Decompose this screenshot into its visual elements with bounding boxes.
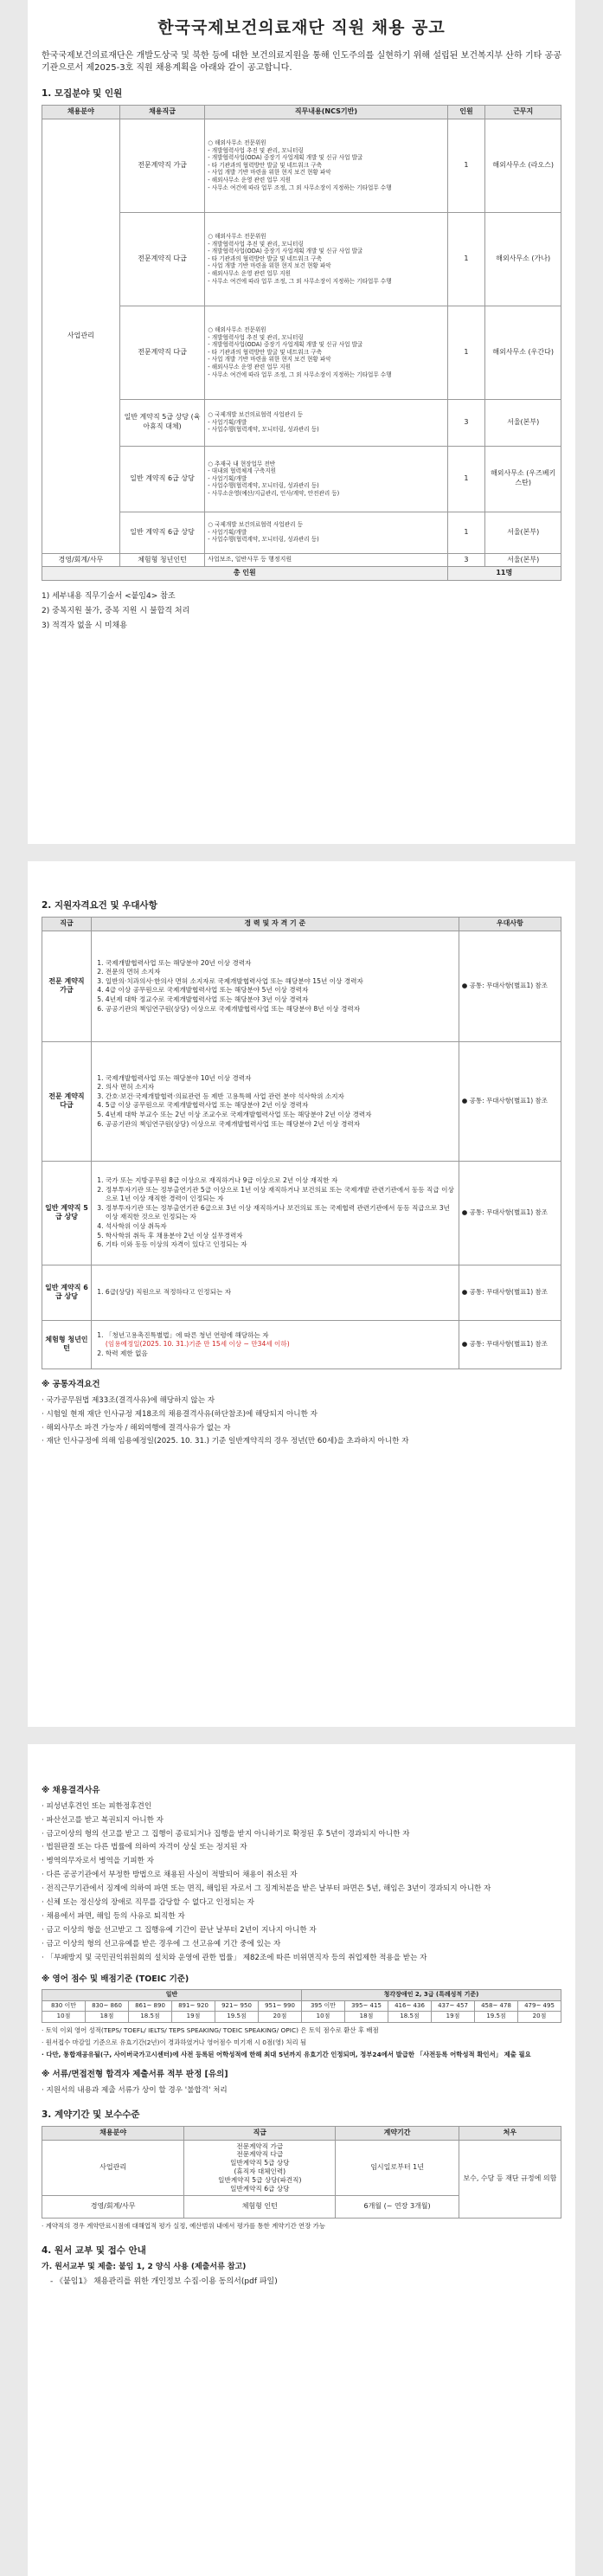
list-item: 4. 5급 이상 공무원으로 국제개발협력사업 또는 해당분야 2년 이상 경력자	[106, 1101, 456, 1111]
field-cell: 경영/회계/사무	[42, 2195, 184, 2218]
toeic-range-cell: 861~ 890	[129, 2000, 172, 2011]
conditions-table	[42, 2126, 561, 2219]
list-item: - 사업 개발 기반 마련을 위한 현지 보건 현황 파악	[208, 169, 331, 177]
qualification-table	[42, 917, 561, 1369]
grade-cell: 일반 계약직 6급 상당	[42, 1265, 92, 1320]
count-cell: 1	[447, 119, 485, 212]
toeic-range-cell: 479~ 495	[518, 2000, 561, 2011]
recruitment-table	[42, 105, 561, 581]
grade-cell	[184, 2140, 336, 2195]
toeic-range-cell: 951~ 990	[259, 2000, 302, 2011]
cond-note: · 계약직의 경우 계약만료시점에 대해업적 평가 실정, 예산범위 내에서 평가를 통한 계약기간 연장 가능	[42, 2221, 561, 2231]
toeic-range-cell: 416~ 436	[388, 2000, 432, 2011]
list-item: 1. 국가 또는 지방공무원 8급 이상으로 재직하거나 9급 이상으로 2년 이상 재직한 자	[106, 1176, 456, 1186]
table-row	[42, 1161, 561, 1265]
th-place: 근무지	[485, 105, 561, 119]
duties-cell	[205, 212, 447, 306]
table-row	[42, 1041, 561, 1161]
note: 2) 중복지원 불가, 중복 지원 시 불합격 처리	[42, 607, 190, 616]
list-item: 3. 간호·보건·국제개발협력·의료관련 등 제반 고용특혜 사업 관련 분야 석사학위 소지자	[106, 1092, 456, 1102]
list-item: 6. 기타 이와 동등 이상의 자격이 있다고 인정되는 자	[106, 1240, 456, 1250]
pref-cell: ● 공통: 무대사항(별표1) 참조	[459, 1320, 561, 1368]
toeic-point-cell: 19점	[432, 2012, 475, 2022]
list-item: ○ 국제개발 보건의료협력 사업관리 등	[208, 411, 303, 419]
duties-cell	[205, 399, 447, 446]
list-item: - 사업기획/개발	[208, 418, 247, 426]
list-item: - 개발협력사업 추진 및 관리, 모니터링	[208, 146, 304, 154]
field-cell: 경영/회계/사무	[42, 553, 120, 567]
total-label: 총 인원	[42, 567, 448, 581]
list-item: - 사업 개발 기반 마련을 위한 현지 보건 현황 파악	[208, 356, 331, 364]
list-item: 6. 공공기관의 책임연구원(상당) 이상으로 국제개발협력사업 또는 해당분야 2년 이상 경력자	[106, 1120, 456, 1130]
list-item: - 사업기획/개발	[208, 474, 247, 482]
count-cell: 3	[447, 399, 485, 446]
toeic-point-cell: 19.5점	[475, 2012, 518, 2022]
count-cell: 1	[447, 512, 485, 553]
list-item: · 다른 공공기관에서 부정한 방법으로 채용된 사실이 적발되어 채용이 취소된 자	[42, 1870, 561, 1881]
grade-cell: 전문 계약직 가급	[42, 931, 92, 1041]
count-cell: 1	[447, 446, 485, 512]
grade-cell: 일반 계약직 6급 상당	[119, 512, 205, 553]
list-item: ○ 해외사무소 전문위원	[208, 326, 266, 334]
toeic-point-cell: 10점	[42, 2012, 86, 2022]
list-item: 3. 정부투자기관 또는 정부출연기관 6급으로 3년 이상 재직하거나 보건의료 또는 국제협력 관련기관에서 동등 직급으로 3년 이상 재직한 것으로 인정되는 자	[106, 1204, 456, 1222]
th-field: 채용분야	[42, 2126, 184, 2140]
list-item: 1. 6급(상당) 직원으로 적정하다고 인정되는 자	[106, 1288, 456, 1298]
list-item: - 사무소 여건에 따라 업무 조정, 그 외 사무소장이 지정하는 기타업무 수행	[208, 184, 392, 191]
docs-note: · 지원서의 내용과 제출 서류가 상이 할 경우 '불합격' 처리	[42, 2085, 561, 2096]
th-grade: 직급	[42, 918, 92, 931]
duties-cell	[205, 446, 447, 512]
table-row	[42, 399, 561, 446]
list-item: · 「부패방지 및 국민권익위원회의 설치와 운영에 관한 법률」 제82조에 따른 비위면직자 등의 취업제한 적용을 받는 자	[42, 1953, 561, 1964]
list-item: - 사업 개발 기반 마련을 위한 현지 보건 현황 파악	[208, 262, 331, 270]
grade-cell: 일반 계약직 5급 상당	[42, 1161, 92, 1265]
list-item: - 개발협력사업(ODA) 중장기 사업계획 개발 및 신규 사업 발굴	[208, 248, 363, 255]
total-value: 11명	[447, 567, 561, 581]
list-item: · 국가공무원법 제33조(결격사유)에 해당하지 않는 자	[42, 1395, 561, 1407]
period-cell: 임시일로부터 1년	[336, 2140, 459, 2195]
toeic-notes	[42, 2025, 561, 2059]
intro-paragraph: 한국국제보건의료재단은 개발도상국 및 북한 등에 대한 보건의료지원을 통해 인도주의를 실현하기 위해 설립된 보건복지부 산하 기타 공공기관으로서 제2025-3호 직원 채용계획을 아래와 같이 공고합니다.	[42, 50, 561, 74]
list-item: 2. 의사 면허 소지자	[106, 1083, 456, 1092]
criteria-cell	[91, 931, 459, 1041]
list-item: 전문계약직 가급	[236, 2141, 284, 2150]
list-item: - 해외사무소 운영 관련 업무 지원	[208, 363, 291, 370]
toeic-table	[42, 1989, 561, 2022]
list-item: · 재단 인사규정에 의해 임용예정일(2025. 10. 31.) 기준 일반계약직의 경우 정년(만 60세)을 초과하지 아니한 자	[42, 1436, 561, 1447]
list-item: - 개발협력사업(ODA) 중장기 사업계획 개발 및 신규 사업 발굴	[208, 154, 363, 162]
duties-cell	[205, 512, 447, 553]
list-item: 5. 학사학위 취득 후 채용분야 2년 이상 실무경력자	[106, 1232, 456, 1241]
toeic-range-cell: 458~ 478	[475, 2000, 518, 2011]
th-count: 인원	[447, 105, 485, 119]
list-item: - 개발협력사업 추진 및 관리, 모니터링	[208, 333, 304, 341]
table-row	[42, 212, 561, 306]
section-3-heading: 3. 계약기간 및 보수수준	[42, 2109, 140, 2120]
toeic-general-header: 일반	[42, 1990, 302, 2000]
list-item: · 법원판결 또는 다른 법률에 의하여 자격이 상실 또는 정지된 자	[42, 1842, 561, 1853]
place-cell: 서울(본부)	[485, 553, 561, 567]
list-item: · 채용에서 파면, 해임 등의 사유로 퇴직한 자	[42, 1911, 561, 1922]
list-item: · 전직근무기관에서 징계에 의하여 파면 또는 면직, 해임된 자로서 그 징계처분을 받은 날부터 파면은 5년, 해임은 3년이 경과되지 아니한 자	[42, 1884, 561, 1895]
grade-cell: 일반 계약직 6급 상당	[119, 446, 205, 512]
list-item: - 타 기관과의 협력방안 발굴 및 네트워크 구축	[208, 348, 322, 356]
th-grade: 채용직급	[119, 105, 205, 119]
disq-list	[42, 1801, 561, 1964]
toeic-point-cell: 18점	[345, 2012, 388, 2022]
toeic-point-cell: 19.5점	[215, 2012, 259, 2022]
toeic-range-cell: 830 이만	[42, 2000, 86, 2011]
list-item: - 사업수행(협력계약, 모니터링, 성과관리 등)	[208, 482, 319, 490]
list-item: 4. 4급 이상 공무원으로 국제개발협력사업 또는 해당분야 5년 이상 경력자	[106, 986, 456, 995]
toeic-range-cell: 395~ 415	[345, 2000, 388, 2011]
table-row	[42, 512, 561, 553]
list-item: - 대내외 협력체계 구축지원	[208, 467, 277, 475]
toeic-range-cell: 830~ 860	[86, 2000, 129, 2011]
criteria-cell	[91, 1041, 459, 1161]
list-item: 5. 4년제 대학 부교수 또는 2년 이상 조교수로 국제개발협력사업 또는 해당분야 2년 이상 경력자	[106, 1111, 456, 1120]
common-list	[42, 1395, 561, 1448]
criteria-item: 2. 학력 제한 없음	[106, 1349, 456, 1359]
common-heading: ※ 공통자격요건	[42, 1379, 100, 1389]
place-cell: 서울(본부)	[485, 512, 561, 553]
toeic-range-cell: 921~ 950	[215, 2000, 259, 2011]
place-cell: 해외사무소 (가나)	[485, 212, 561, 306]
list-item: 전문계약직 다급	[236, 2150, 284, 2159]
criteria-cell	[91, 1161, 459, 1265]
toeic-point-cell: 18.5점	[129, 2012, 172, 2022]
list-item: 2. 정부투자기관 또는 정부출연기관 5급 이상으로 1년 이상 재직하거나 보건의료 또는 국제개발 관련기관에서 동등 직급 이상으로 1년 이상 재직한 경력이 인정되는 자	[106, 1186, 456, 1204]
list-item: ○ 추재국 내 현장업무 전반	[208, 460, 276, 467]
count-cell: 3	[447, 553, 485, 567]
list-item: - 사무소 여건에 따라 업무 조정, 그 외 사무소장이 지정하는 기타업무 수행	[208, 277, 392, 285]
list-item: · 해외사무소 파견 가능자 / 해외여행에 결격사유가 없는 자	[42, 1423, 561, 1434]
page-1	[28, 0, 575, 844]
field-cell: 사업관리	[42, 2140, 184, 2195]
toeic-special-header: 청각장애인 2, 3급 (특례성적 기준)	[302, 1990, 561, 2000]
table-row	[42, 1265, 561, 1320]
count-cell: 1	[447, 212, 485, 306]
duties-cell	[205, 119, 447, 212]
page-3	[28, 1744, 575, 2576]
toeic-heading: ※ 영어 점수 및 배점기준 (TOEIC 기준)	[42, 1974, 189, 1984]
place-cell: 서울(본부)	[485, 399, 561, 446]
toeic-note: · 원서접수 마감일 기준으로 유효기간(2년)이 경과하였거나 영어점수 미기재 시 0점(영) 처리 됨	[42, 2038, 561, 2047]
field-cell: 사업관리	[42, 119, 120, 553]
place-cell: 해외사무소 (우간다)	[485, 306, 561, 399]
list-item: 3. 일반의·치과의사·한의사 면허 소지자로 국제개발협력사업 또는 해당분야 15년 이상 경력자	[106, 977, 456, 987]
grade-cell: 체험형 인턴	[184, 2195, 336, 2218]
pref-cell: ● 공통: 무대사항(별표1) 참조	[459, 1265, 561, 1320]
list-item: ○ 해외사무소 전문위원	[208, 233, 266, 241]
note: 1) 세부내용 직무기술서 <붙임4> 참조	[42, 592, 176, 602]
list-item: - 사무소운영(예산/지급관리, 인사/계약, 안전관리 등)	[208, 489, 340, 497]
list-item: 1. 국제개발협력사업 또는 해당분야 10년 이상 경력자	[106, 1074, 456, 1084]
apply-item: - 《붙임1》 채용관리를 위한 개인정보 수집·이용 동의서(pdf 파일)	[50, 2277, 278, 2287]
list-item: · 금고 이상의 형의 선고유예를 받은 경우에 그 선고유예 기간 중에 있는 자	[42, 1939, 561, 1950]
page-title: 한국국제보건의료재단 직원 채용 공고	[157, 18, 446, 37]
section-1-heading: 1. 모집분야 및 인원	[42, 87, 123, 99]
table-row	[42, 931, 561, 1041]
pref-cell: ● 공통: 무대사항(별표1) 참조	[459, 1161, 561, 1265]
place-cell: 해외사무소 (라오스)	[485, 119, 561, 212]
grade-cell: 전문 계약직 다급	[42, 1041, 92, 1161]
pay-cell: 보수, 수당 등 재단 규정에 의함	[459, 2140, 561, 2218]
toeic-range-cell: 891~ 920	[172, 2000, 215, 2011]
disq-heading: ※ 채용결격사유	[42, 1786, 100, 1795]
th-period: 계약기간	[336, 2126, 459, 2140]
list-item: · 피성년후견인 또는 피한정후견인	[42, 1801, 561, 1813]
duties-cell	[205, 306, 447, 399]
grade-cell: 전문계약직 다급	[119, 212, 205, 306]
list-item: - 개발협력사업 추진 및 관리, 모니터링	[208, 240, 304, 248]
grade-cell: 전문계약직 다급	[119, 306, 205, 399]
criteria-cell	[91, 1265, 459, 1320]
th-pref: 우대사항	[459, 918, 561, 931]
list-item: - 사무소 여건에 따라 업무 조정, 그 외 사무소장이 지정하는 기타업무 수행	[208, 370, 392, 378]
list-item: 4. 석사학위 이상 취득자	[106, 1222, 456, 1232]
list-item: 일반계약직 5급 상당(파견직)	[218, 2176, 302, 2185]
list-item: - 사업수행(협력계약, 모니터링, 성과관리 등)	[208, 426, 319, 434]
docs-heading: ※ 서류/면접전형 합격자 제출서류 적부 판정 [유의]	[42, 2069, 228, 2079]
intern-age-note: (임용예정일(2025. 10. 31.)기준 만 15세 이상 ~ 만34세 이하)	[105, 1340, 290, 1349]
list-item: - 타 기관과의 협력방안 발굴 및 네트워크 구축	[208, 254, 322, 262]
toeic-note: · 토익 이외 영어 성적(TEPS/ TOEFL/ IELTS/ TEPS SPEAKING/ TOEIC SPEAKING/ OPIC) 은 토익 점수로 환산 후 배점	[42, 2025, 561, 2035]
list-item: 일반계약직 6급 상당	[230, 2184, 290, 2193]
list-item: · 신체 또는 정신상의 장애로 직무를 감당할 수 없다고 인정되는 자	[42, 1897, 561, 1909]
table-row	[42, 119, 561, 212]
apply-sub: 가. 원서교부 및 제출: 붙임 1, 2 양식 사용 (제출서류 참고)	[42, 2263, 247, 2272]
criteria-cell	[91, 1320, 459, 1368]
section-4-heading: 4. 원서 교부 및 접수 안내	[42, 2244, 146, 2256]
list-item: - 해외사무소 운영 관련 업무 지원	[208, 176, 291, 184]
table-row	[42, 446, 561, 512]
grade-cell: 체험형 청년인턴	[119, 553, 205, 567]
toeic-point-cell: 19점	[172, 2012, 215, 2022]
list-item: - 사업기획/개발	[208, 528, 247, 536]
total-row	[42, 567, 561, 581]
toeic-point-cell: 18점	[86, 2012, 129, 2022]
grade-cell: 일반 계약직 5급 상당 (육아휴직 대체)	[119, 399, 205, 446]
list-item: (휴직자 대체인력)	[234, 2167, 286, 2176]
list-item: 일반계약직 5급 상당	[230, 2159, 290, 2167]
pref-cell: ● 공통: 무대사항(별표1) 참조	[459, 931, 561, 1041]
th-criteria: 경 력 및 자 격 기 준	[91, 918, 459, 931]
list-item: · 병역의무자로서 병역을 기피한 자	[42, 1856, 561, 1867]
list-item: - 해외사무소 운영 관련 업무 지원	[208, 269, 291, 277]
list-item: · 금고이상의 형의 선고를 받고 그 집행이 종료되거나 집행을 받지 아니하기로 확정된 후 5년이 경과되지 아니한 자	[42, 1829, 561, 1840]
list-item: ○ 해외사무소 전문위원	[208, 139, 266, 147]
pref-cell: ● 공통: 무대사항(별표1) 참조	[459, 1041, 561, 1161]
duties-cell: 사업보조, 일반사무 등 행정지원	[205, 553, 447, 567]
list-item: · 시험일 현재 재단 인사규정 제18조의 채용결격사유(하단참조)에 해당되지 아니한 자	[42, 1409, 561, 1420]
criteria-item: 1. 「청년고용촉진특별법」에 따른 청년 연령에 해당하는 자 (임용예정일(2025. 10. 31.)기준 만 15세 이상 ~ 만34세 이하)	[106, 1331, 456, 1349]
toeic-point-cell: 10점	[302, 2012, 345, 2022]
page-2	[28, 861, 575, 1727]
table-row	[42, 306, 561, 399]
toeic-point-cell: 18.5점	[388, 2012, 432, 2022]
list-item: 5. 4년제 대학 정교수로 국제개발협력사업 또는 해당분야 3년 이상 경력자	[106, 995, 456, 1005]
th-grade: 직급	[184, 2126, 336, 2140]
list-item: - 사업수행(협력계약, 모니터링, 성과관리 등)	[208, 536, 319, 544]
toeic-range-cell: 437~ 457	[432, 2000, 475, 2011]
grade-cell: 체험형 청년인턴	[42, 1320, 92, 1368]
place-cell: 해외사무소 (우즈베키스탄)	[485, 446, 561, 512]
table-row	[42, 553, 561, 567]
list-item: · 파산선고를 받고 복권되지 아니한 자	[42, 1815, 561, 1826]
list-item: - 개발협력사업(ODA) 중장기 사업계획 개발 및 신규 사업 발굴	[208, 341, 363, 349]
note: 3) 적격자 없을 시 미채용	[42, 621, 127, 631]
toeic-point-cell: 20점	[259, 2012, 302, 2022]
section-2-heading: 2. 지원자격요건 및 우대사항	[42, 900, 157, 911]
toeic-point-cell: 20점	[518, 2012, 561, 2022]
table-row	[42, 1320, 561, 1368]
list-item: - 타 기관과의 협력방안 발굴 및 네트워크 구축	[208, 161, 322, 169]
list-item: · 금고 이상의 형을 선고받고 그 집행유예 기간이 끝난 날부터 2년이 지나지 아니한 자	[42, 1925, 561, 1936]
toeic-note: · 다만, 통합재공유될(구, 사이버국가고시센터)에 사전 등록된 어학성적에 한해 최대 5년까지 유효기간 인정되며, 정부24에서 발급한 「사전등록 어학성적 확인서」 제출 필요	[42, 2050, 561, 2059]
count-cell: 1	[447, 306, 485, 399]
grade-cell: 전문계약직 가급	[119, 119, 205, 212]
list-item: 1. 국제개발협력사업 또는 해당분야 20년 이상 경력자	[106, 959, 456, 969]
table-row	[42, 2140, 561, 2195]
list-item: ○ 국제개발 보건의료협력 사업관리 등	[208, 521, 303, 529]
list-item: 2. 전문의 면허 소지자	[106, 968, 456, 977]
th-duties: 직무내용(NCS기반)	[205, 105, 447, 119]
th-pay: 처우	[459, 2126, 561, 2140]
toeic-range-cell: 395 이만	[302, 2000, 345, 2011]
list-item: 6. 공공기관의 책임연구원(상당) 이상으로 국제개발협력사업 또는 해당분야 8년 이상 경력자	[106, 1005, 456, 1014]
th-field: 채용분야	[42, 105, 120, 119]
period-cell: 6개월 (~ 연장 3개월)	[336, 2195, 459, 2218]
